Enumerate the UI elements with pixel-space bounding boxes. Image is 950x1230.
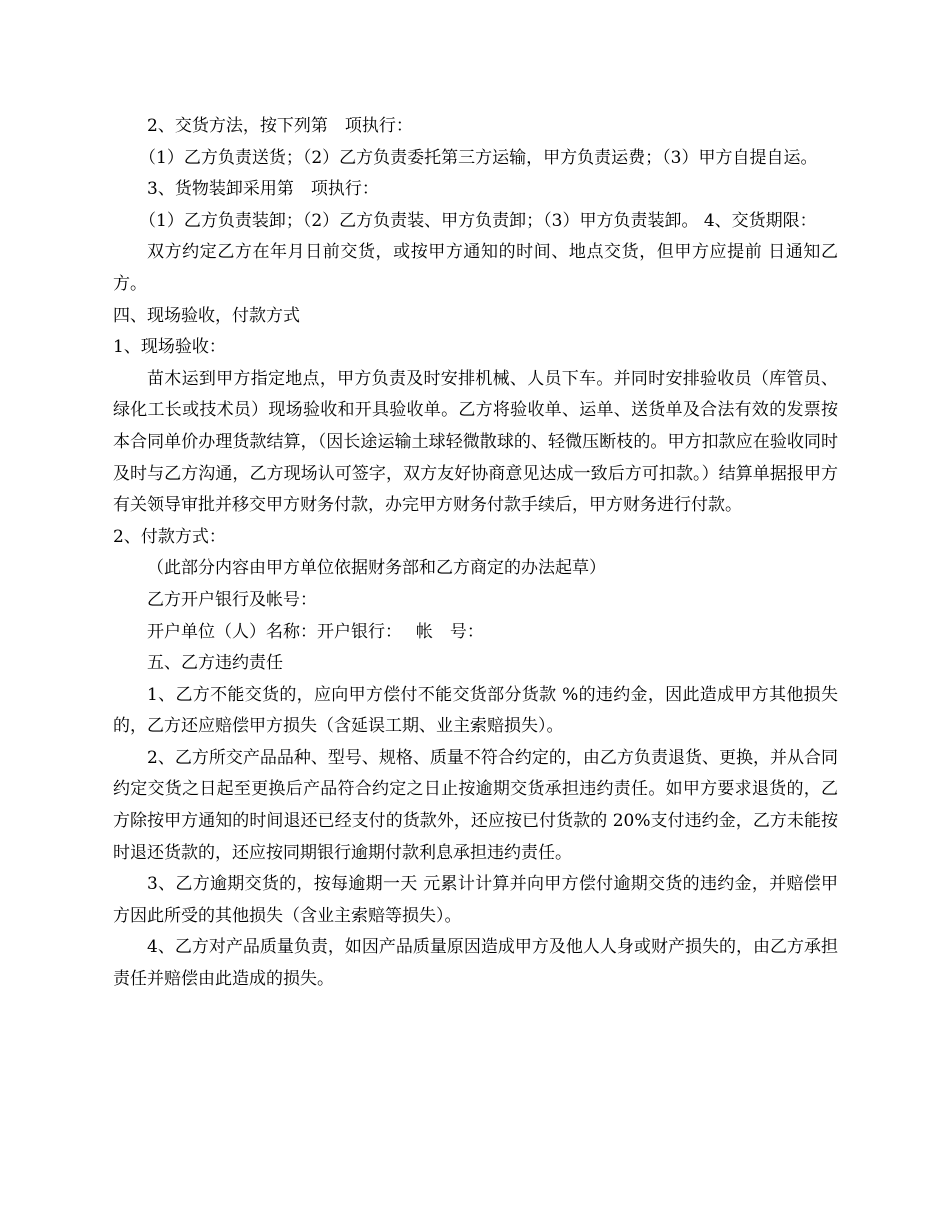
paragraph: 3、货物装卸采用第 项执行：: [147, 179, 379, 200]
section-heading: 四、现场验收，付款方式: [113, 305, 300, 326]
subsection-heading: 2、付款方式：: [113, 526, 226, 547]
paragraph: （1）乙方负责送货；（2）乙方负责委托第三方运输，甲方负责运费；（3）甲方自提自运。: [139, 147, 818, 168]
paragraph: 4、乙方对产品质量负责，如因产品质量原因造成甲方及他人人身或财产损失的，由乙方承担责任并赔偿由此造成的损失。: [113, 937, 838, 990]
document-body: [113, 111, 838, 996]
paragraph: （1）乙方负责装卸；（2）乙方负责装、甲方负责卸；（3）甲方负责装卸。 4、交货期限：: [139, 210, 817, 231]
subsection-heading: 1、现场验收：: [113, 337, 226, 358]
paragraph: 3、乙方逾期交货的，按每逾期一天 元累计计算并向甲方偿付逾期交货的违约金，并赔偿甲方因此所受的其他损失（含业主索赔等损失）。: [113, 874, 838, 926]
paragraph: 2、交货方法，按下列第 项执行：: [147, 116, 413, 136]
paragraph: 开户单位（人）名称：开户银行： 帐 号：: [147, 621, 484, 642]
paragraph: 乙方开户银行及帐号：: [147, 589, 317, 610]
paragraph: 1、乙方不能交货的，应向甲方偿付不能交货部分货款 %的违约金，因此造成甲方其他损失的，乙方还应赔偿甲方损失（含延误工期、业主索赔损失）。: [113, 684, 838, 737]
paragraph: 双方约定乙方在年月日前交货，或按甲方通知的时间、地点交货，但甲方应提前 日通知乙方。: [113, 242, 838, 294]
section-heading: 五、乙方违约责任: [147, 653, 283, 674]
paragraph: 苗木运到甲方指定地点，甲方负责及时安排机械、人员下车。并同时安排验收员（库管员、绿化工长或技术员）现场验收和开具验收单。乙方将验收单、运单、送货单及合法有效的发票按本合同单价办理货款结算，（因长途运输土球轻微散球的、轻微压断枝的。甲方扣款应在验收同时及时与乙方沟通，乙方现场认可签字，双方友好协商意见达成一致后方可扣款。）结算单据报甲方有关领导审批并移交甲方财务付款，办完甲方财务付款手续后，甲方财务进行付款。: [113, 368, 838, 516]
paragraph: （此部分内容由甲方单位依据财务部和乙方商定的办法起草）: [147, 558, 606, 579]
paragraph: 2、乙方所交产品品种、型号、规格、质量不符合约定的，由乙方负责退货、更换，并从合同约定交货之日起至更换后产品符合约定之日止按逾期交货承担违约责任。如甲方要求退货的，乙方除按甲方通知的时间退还已经支付的货款外，还应按已付货款的 20%支付违约金，乙方未能按时退还货款的，还应按同期银行逾期付款利息承担违约责任。: [113, 747, 838, 863]
